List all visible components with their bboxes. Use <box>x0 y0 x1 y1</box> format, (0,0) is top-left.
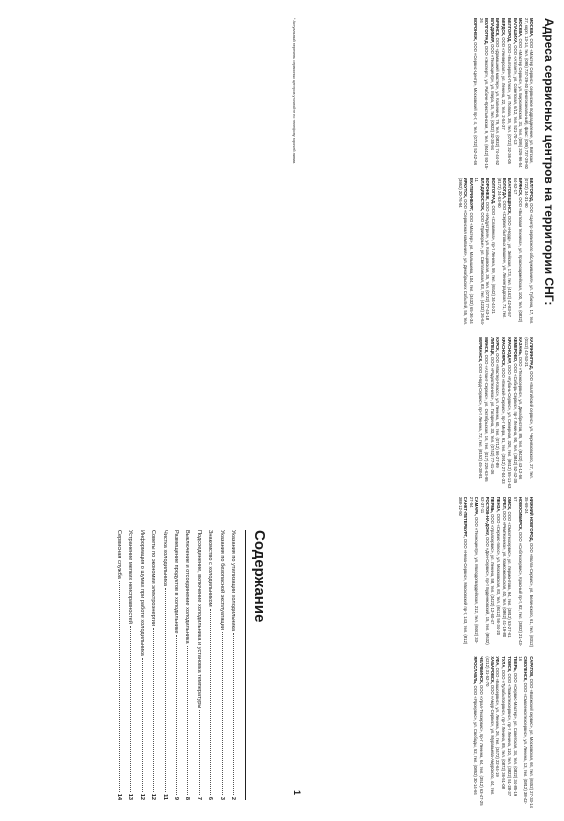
dot-leader <box>130 626 131 792</box>
address-details: ООО «Волга-Сервис», ул. Белинского, 61, тел. (8312) 35-69-24 <box>523 496 534 647</box>
address-column <box>304 337 534 489</box>
address-city: БРЯНСК, <box>495 18 501 37</box>
address-city: МИНСК, <box>484 337 490 354</box>
contents-item-label: Чистка холодильника <box>161 530 168 586</box>
address-entry <box>478 337 483 489</box>
contents-item-label: Выключение и отсоединение холодильника <box>184 530 191 644</box>
address-column <box>304 178 534 330</box>
contents-item-label: Устранение мелких неисправностей <box>127 530 134 624</box>
address-details: ООО «Индустрия», ул. Кольцовская, 35, тел. (0732) 77-43-18 <box>485 201 491 321</box>
address-city: ПЕРМЬ, <box>490 496 496 513</box>
address-city: МОСКВА, <box>518 18 524 38</box>
contents-item-label: Указания по безопасной эксплуатации <box>218 530 225 630</box>
contents-item[interactable] <box>204 530 215 800</box>
address-entry <box>501 656 506 808</box>
address-entry <box>485 178 490 330</box>
dot-leader <box>210 609 211 795</box>
address-city: КРАСНОЯРСК, <box>501 337 507 367</box>
address-entry <box>495 656 500 808</box>
contents-item[interactable] <box>147 530 158 800</box>
address-entry <box>490 337 495 489</box>
address-details: ООО «Балтийский сервис», ул. Черняховского, 27, тел. (0112) 43-53-21 <box>523 337 534 479</box>
contents-divider <box>245 530 246 800</box>
address-details: ООО «Сервис-бытовых машин», ул. Ленинградская, 71, тел. (8172) 24-53-90 <box>496 177 507 319</box>
address-city: ТВЕРЬ, <box>512 656 518 672</box>
address-details: ООО «Приморье», ул. Светланская, 83, тел. (4232) 26-64-11 <box>474 177 485 326</box>
address-city: ОМСК, <box>507 496 513 511</box>
contents-item-label: Советы по экономии электроэнергии <box>150 530 157 626</box>
dot-leader <box>176 635 177 794</box>
address-details: ООО «Сервисная компания», ул. Декабрьских Событий, 55, тел. (3952) 20-76-94 <box>458 177 469 326</box>
address-details: ООО «Амур-Сервис», ул. Муравьева-Амурского, 44, тел. (4212) 31-52-70 <box>484 656 495 796</box>
address-city: ТУЛА, <box>501 656 507 669</box>
address-city: МУРМАНСК, <box>478 337 484 363</box>
address-entry <box>485 656 495 808</box>
contents-item-page: 14 <box>115 793 122 800</box>
address-city: БРЯНСК, <box>518 177 524 197</box>
addresses-title: Адреса сервисных центров на территории СНГ: <box>542 18 556 306</box>
address-entry <box>507 178 512 330</box>
address-details: ООО «Ремтехника», ул. Комсомольская, 40, тел. (0862) 41-19-80 <box>501 510 507 638</box>
address-city: КРАСНОДАР, <box>506 337 512 364</box>
address-column <box>304 497 534 649</box>
address-details: ООО «Мастер-Класс», ул. Ленина, 60, тел. (0712) 56-27-89 <box>495 353 501 468</box>
address-entry <box>490 497 495 649</box>
address-city: ОРЕЛ, <box>501 496 507 510</box>
address-entry <box>480 497 490 649</box>
address-details: ООО «Славянка», пр-т Ленина, 59, тел. (8442) 34-44-21 <box>490 205 496 314</box>
address-details: ООО «Мастер», ул. Малышева, 104, тел. (3432) 65-36-34 <box>468 212 474 324</box>
address-entry <box>479 656 484 808</box>
address-entry <box>473 18 478 170</box>
address-city: БЕЛГОРОД, <box>506 18 512 43</box>
footnote: * Актуальный перечень сервисных центров уточняйте по телефону горячей линии. <box>292 18 296 165</box>
contents-title: Содержание <box>251 530 268 623</box>
address-details: ООО «Башсервис», ул. Ленина, 26, тел. (3472) 22-64-19 <box>495 667 501 777</box>
service-addresses-section <box>282 0 564 821</box>
contents-item-page: 6 <box>207 796 214 800</box>
address-details: ООО «Норд», ул. Зейская, 173, тел. (4162) 42-83-57 <box>507 215 513 317</box>
address-entry <box>518 337 523 489</box>
address-city: КАЗАНЬ, <box>518 337 524 356</box>
address-city: БАЛАШИХА, <box>512 18 518 45</box>
address-entry <box>458 497 468 649</box>
contents-item[interactable] <box>181 530 192 800</box>
contents-item[interactable] <box>158 530 169 800</box>
address-details: ООО «Урал-Техсервис», пр-т Ленина, 64, тел. (3512) 63-47-25 <box>479 685 484 806</box>
address-entry <box>469 497 479 649</box>
address-entry <box>529 656 534 808</box>
contents-list <box>113 530 238 800</box>
contents-item[interactable] <box>227 530 238 800</box>
address-city: ЛИПЕЦК, <box>489 337 495 356</box>
contents-item-page: 13 <box>127 793 134 800</box>
address-details: ООО «Мастер Сервис», ул. Бирюлевская, 31, тел. (095) 326-96-54 <box>518 38 524 168</box>
address-details: ООО «Эксперт», ул. Рабоче-Крестьянская, 9, тел. (8442) 93-15-26 <box>479 18 490 170</box>
address-details: ООО «Универсал», ул. Ленина, 22, тел. 2-54-37 <box>501 37 507 130</box>
address-entry <box>502 497 507 649</box>
address-city: ВОЛГОГРАД, <box>490 177 496 205</box>
contents-item-label: Указания по утилизации холодильника <box>230 530 236 632</box>
address-city: ВОЛОГДА, <box>501 177 507 200</box>
address-city: РОСТОВ-НА-ДОНУ, <box>484 496 490 536</box>
address-entry <box>524 178 534 330</box>
address-entry <box>518 18 523 170</box>
address-entry <box>524 337 534 489</box>
address-city: ПЕНЗА, <box>496 496 502 513</box>
address-city: НИЖНИЙ НОВГОРОД, <box>529 496 534 542</box>
address-city: САНКТ-ПЕТЕРБУРГ, <box>463 496 469 538</box>
address-entry <box>507 18 512 170</box>
address-entry <box>524 18 534 170</box>
address-entry <box>501 18 506 170</box>
contents-item-page: 8 <box>184 796 191 800</box>
contents-item-page: 12 <box>138 793 145 800</box>
address-city: САРАТОВ, <box>529 656 534 678</box>
address-column <box>304 656 534 808</box>
contents-item-page: 3 <box>218 796 225 800</box>
address-city: ВЛАДИВОСТОК, <box>479 177 485 212</box>
dot-leader <box>119 581 120 792</box>
address-details: ООО «Мастер Сервис», сервисное подразделение, ул. Вятская, 27, корп. 13-14, тел. (095) 737-29-40 (многоканальный), факс: (095) 737-29-60 <box>523 18 534 169</box>
address-city: УФА, <box>495 656 501 667</box>
address-details: ООО «Техноцентр», ул. Мира, 15, тел. (0922) 32-35-94 <box>489 44 495 150</box>
address-entry <box>458 178 468 330</box>
address-city: КАЛИНИНГРАД, <box>529 337 534 370</box>
address-details: ООО «Радиотехника», ул. Гагарина, 33, тел. (0742) 77-41-36 <box>489 356 495 475</box>
contents-item-page: 12 <box>150 793 157 800</box>
address-details: ООО «Томсктехсервис», пр-т Ленина, 110, тел. (3822) 51-28-37 <box>506 673 512 797</box>
dot-leader <box>222 632 223 795</box>
addresses-columns <box>304 18 534 808</box>
address-entry <box>507 337 512 489</box>
address-entry <box>507 656 512 808</box>
contents-item-label: Сервисная служба <box>115 530 122 579</box>
address-details: ООО «Дон-Сервис», пр-т Буденновский, 15, тел. (8632) 62-37-11 <box>479 496 490 645</box>
address-entry <box>497 178 507 330</box>
contents-item-page: 7 <box>195 796 202 800</box>
address-city: ХАБАРОВСК, <box>489 656 495 684</box>
contents-item[interactable] <box>113 530 124 800</box>
contents-item[interactable] <box>215 530 226 800</box>
address-entry <box>479 18 489 170</box>
address-details: ООО «Смоленсктехсервис», ул. Ленина, 13, тел. (0812) 38-42-16 <box>518 656 529 804</box>
address-details: ООО «Енисей-Сервис», пр-т Мира, 91, тел. (3912) 27-04-33 <box>501 367 507 484</box>
address-entry <box>491 178 496 330</box>
contents-item-page: 9 <box>172 796 179 800</box>
address-details: ООО «Бытовая техника», ул. Красноармейская, 100, тел. (0832) 64-52-17 <box>513 177 524 323</box>
address-details: ООО «Сибтехсервис», Красный пр-т, 82, тел. (3832) 21-43-57 <box>513 496 524 647</box>
address-entry <box>484 337 489 489</box>
address-details: ООО «Домашний мастер», ул. Калинина, 79, тел. (0832) 74-44-52 <box>495 37 501 166</box>
address-city: СМОЛЕНСК, <box>523 656 529 682</box>
contents-item-page: 2 <box>230 796 236 800</box>
dot-leader <box>199 710 200 794</box>
dot-leader <box>153 628 154 792</box>
contents-item[interactable] <box>170 530 181 800</box>
address-details: ООО «Нева-Сервис», Московский пр-т, 143, тел. (812) 388-12-50 <box>458 496 469 645</box>
address-details: ООО «Омсктехсервис», ул. Лермонтова, 94, тел. (3812) 53-27-61 <box>507 511 513 638</box>
address-entry <box>473 656 478 808</box>
contents-item-label: Размещение продуктов в холодильнике <box>172 530 179 634</box>
address-city: ЧЕЛЯБИНСК, <box>479 656 484 684</box>
address-city: КУРСК, <box>495 337 501 352</box>
address-entry <box>513 178 523 330</box>
contents-item[interactable] <box>135 530 146 800</box>
address-city: НОВОСИБИРСК, <box>518 496 524 531</box>
page-number: 1 <box>292 790 302 796</box>
address-entry <box>474 178 484 330</box>
address-details: ООО «Волжский сервис», ул. Московская, 66, тел. (8452) 27-33-14 <box>529 678 534 808</box>
address-details: ООО «Сибирь-Сервис», пр-т Ленина, 90, тел. (3842) 52-42-35 <box>512 363 518 484</box>
address-entry <box>496 497 501 649</box>
address-city: МОСКВА, <box>529 18 534 38</box>
address-details: ООО «Техноцентр», ул. Молодогвардейская, 212, тел. (8462) 33-27-54 <box>468 496 479 644</box>
address-entry <box>495 18 500 170</box>
address-city: САМАРА, <box>473 496 479 516</box>
address-entry <box>469 178 474 330</box>
address-details: ООО «Техносервис», ул. Декабристов, 85, тел. (8432) 43-12-56 <box>518 356 524 480</box>
address-entry <box>512 656 517 808</box>
address-details: ООО «Бытсервис-Плюс», ул. Попова, 35, тел. (0722) 32-36-05 <box>506 43 512 165</box>
address-entry <box>512 337 517 489</box>
address-entry <box>513 497 523 649</box>
address-city: БЕРДСК, <box>501 18 507 37</box>
address-city: ВОРОНЕЖ, <box>473 18 479 41</box>
address-details: ООО «Уралсервис», ул. Ленина, 58, тел. (3422) 12-60-47 <box>490 514 496 625</box>
address-city: БЛАГОВЕЩЕНСК, <box>507 177 513 215</box>
dot-leader <box>187 646 188 795</box>
address-city: ЯРОСЛАВЛЬ, <box>473 656 479 685</box>
address-details: ООО «Сервис-плюс», ул. Московская, 83, тел. (8412) 56-34-20 <box>496 513 502 636</box>
dot-leader <box>165 588 166 792</box>
address-city: ИРКУТСК, <box>463 177 469 198</box>
address-city: ЕКАТЕРИНБУРГ, <box>468 177 474 212</box>
address-details: ООО «Атлант», ул. Советская, 6/12, тел. 521-70-13 <box>512 45 518 145</box>
address-details: ООО «Кубань-Сервис», ул. Северная, 326, тел. (8612) 55-11-63 <box>506 364 512 489</box>
address-entry <box>495 337 500 489</box>
address-details: ООО «Норд-Сервис», пр-т Ленина, 72, тел. (8152) 45-28-81 <box>478 363 484 479</box>
contents-item[interactable] <box>192 530 203 800</box>
address-city: ВОЛГОГРАД, <box>484 18 490 45</box>
address-details: ООО «Тулабытсервис», пр-т Ленина, 85, тел. (0872) 36-51-08 <box>501 669 507 790</box>
address-entry <box>490 18 495 170</box>
address-city: БЕЛГОРОД, <box>529 177 534 202</box>
address-city: ВОРОНЕЖ, <box>485 177 491 201</box>
address-details: ООО «Сервис-Мастер», ул. Советская, 34, тел. (0822) 34-85-19 <box>512 672 518 797</box>
contents-item[interactable] <box>124 530 135 800</box>
address-city: ВЛАДИМИР, <box>489 18 495 43</box>
dot-leader <box>233 633 234 795</box>
contents-item-label: Знакомство с холодильником <box>207 530 214 607</box>
address-entry <box>524 497 534 649</box>
contents-item-label: Информация о шумах при работе холодильника <box>138 530 145 656</box>
address-details: ООО «Атлант-Сервис», ул. Октябрьская, 16, тел. (017) 226-63-95 <box>484 354 490 482</box>
address-city: ТОМСК, <box>506 656 512 673</box>
dot-leader <box>142 658 143 792</box>
address-details: ООО «Ярсервис», ул. Свободы, 52, тел. (0852) 30-14-66 <box>473 685 479 795</box>
contents-item-label: Подсоединение, включение холодильника и установка температуры <box>195 530 202 709</box>
contents-item-page: 11 <box>161 794 168 800</box>
address-details: ООО «Центр сервисного обслуживания», ул. Губкина, 17, тел. (0722) 34-31-90 <box>523 177 534 325</box>
address-entry <box>507 497 512 649</box>
address-entry <box>501 337 506 489</box>
address-entry <box>518 656 528 808</box>
address-column <box>304 18 534 170</box>
address-entry <box>512 18 517 170</box>
address-city: КЕМЕРОВО, <box>512 337 518 363</box>
address-details: ООО «Сервис-Центр», Московский пр-т, 4, тел. (0732) 52-42-66 <box>473 42 479 166</box>
